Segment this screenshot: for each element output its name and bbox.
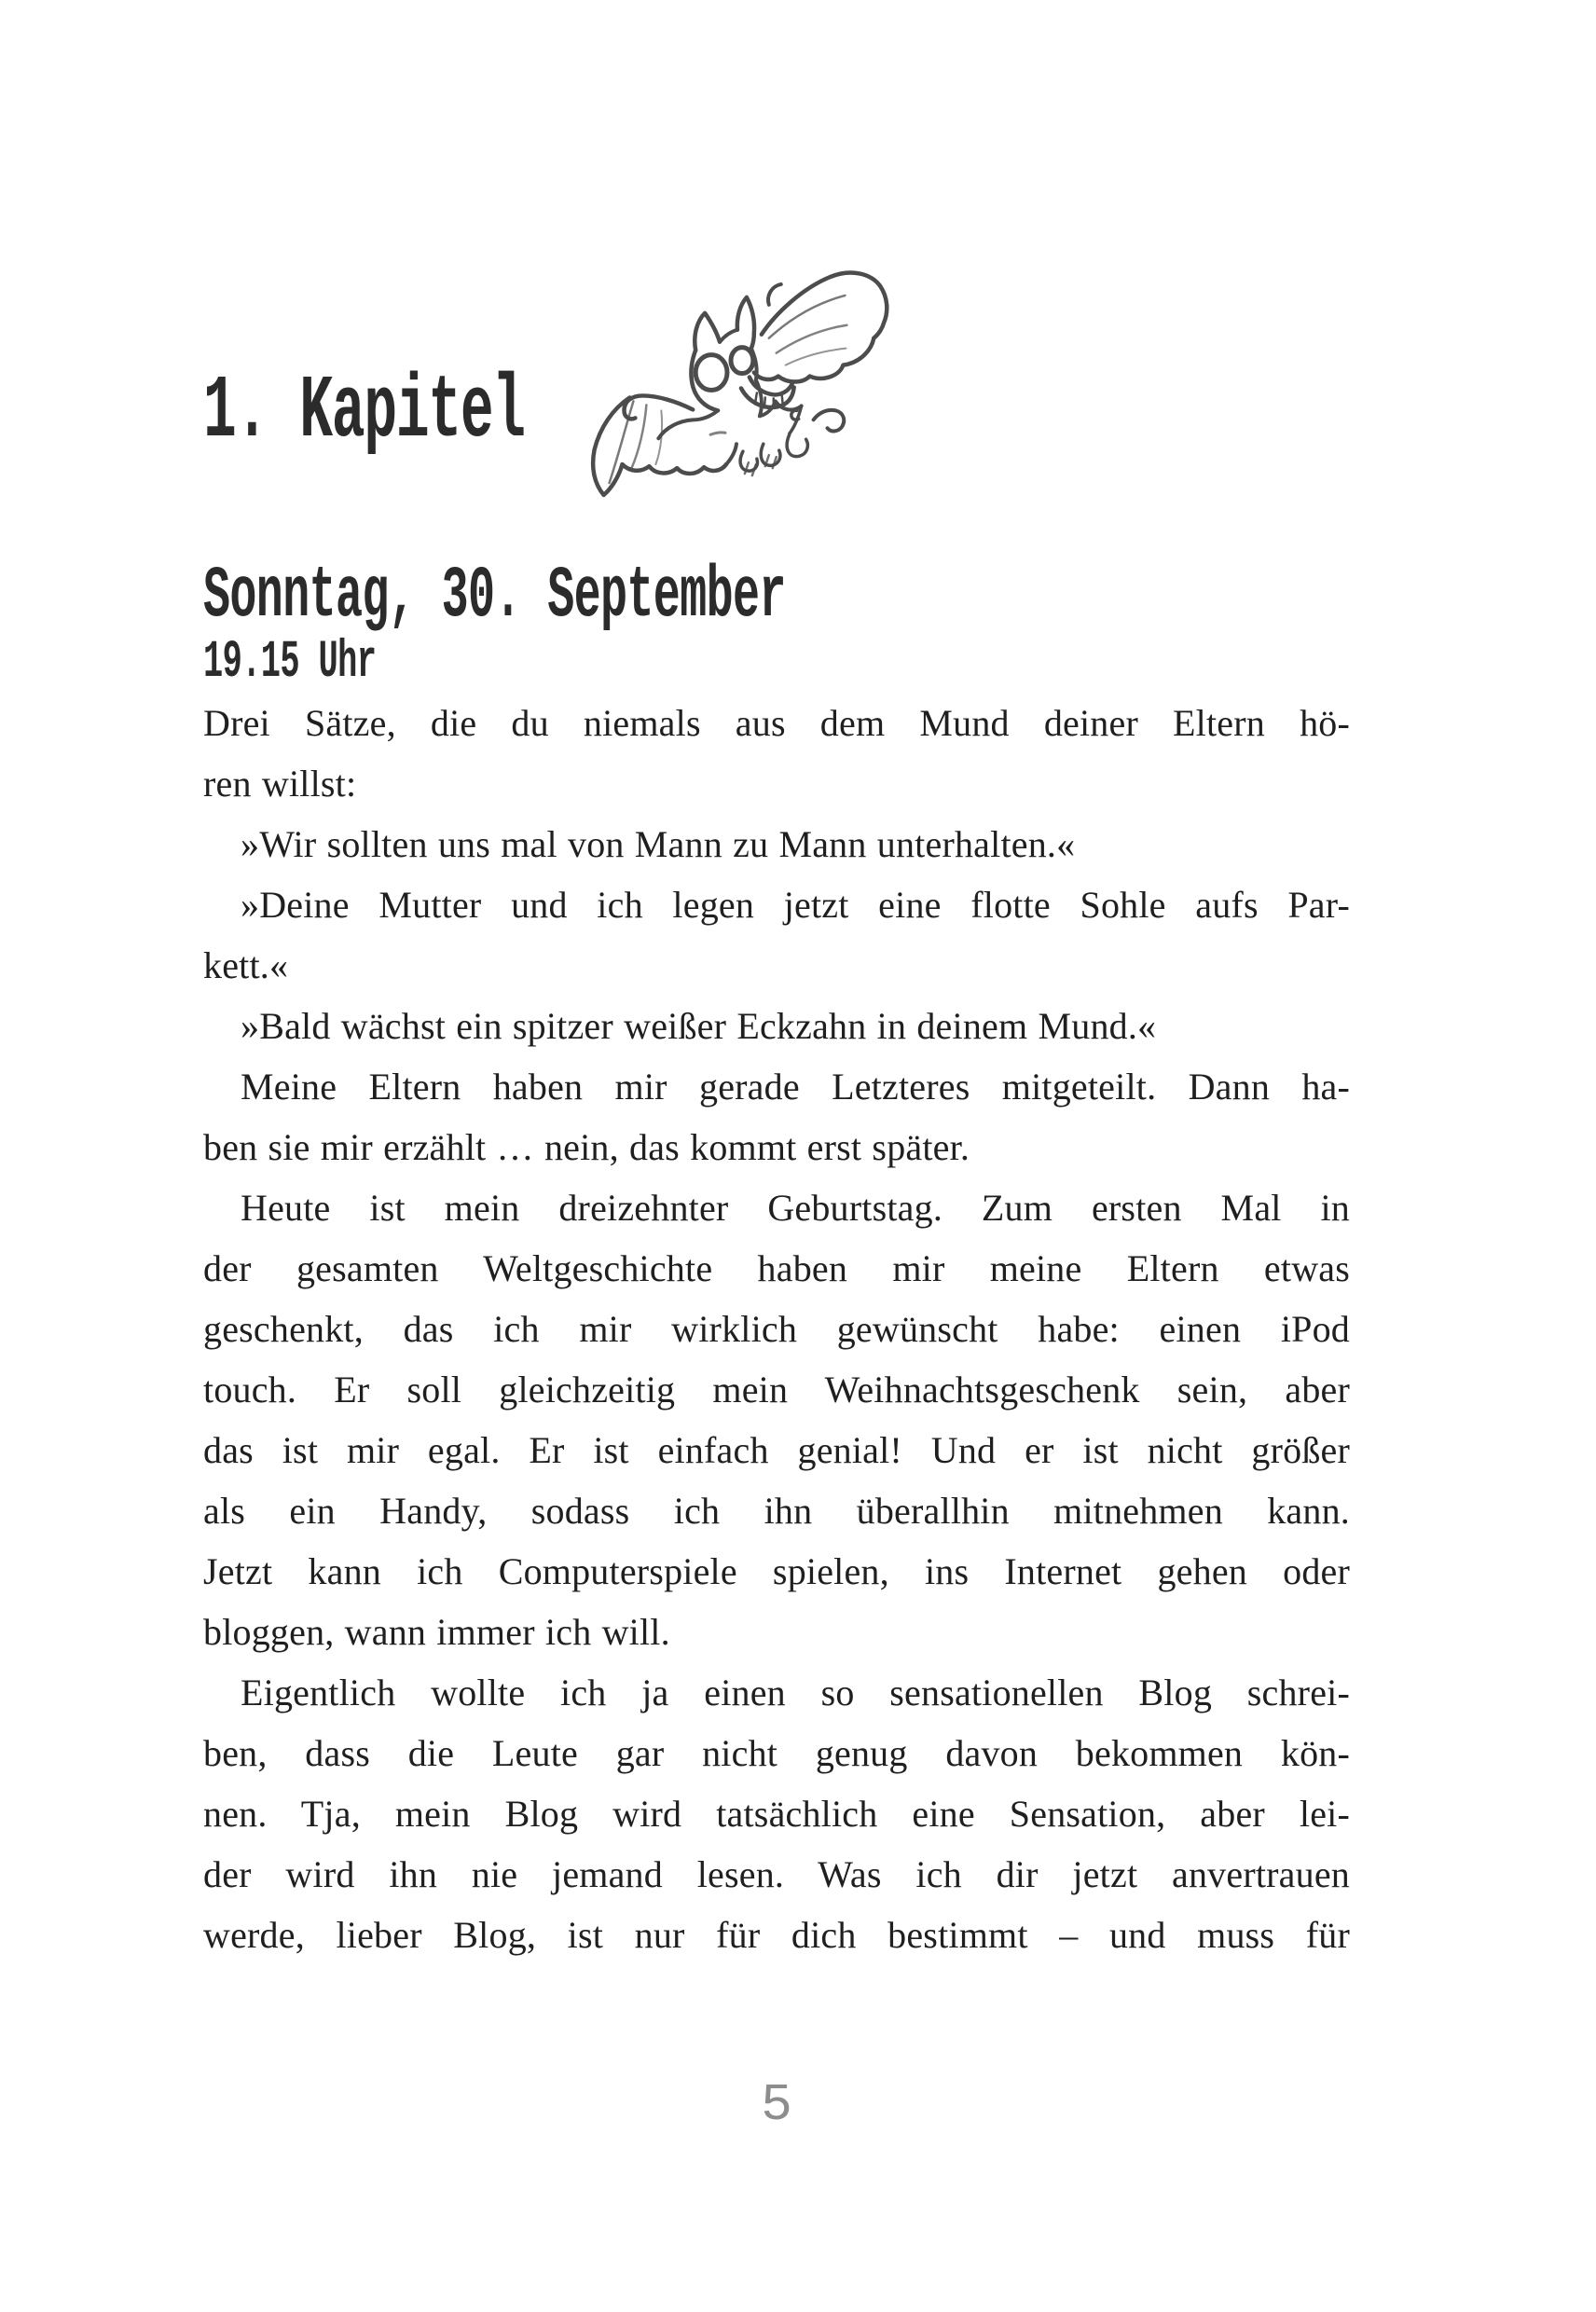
paragraph bbox=[203, 996, 1350, 1056]
text-line: touch. Er soll gleichzeitig mein Weihnachtsgeschenk sein, aber bbox=[203, 1369, 1350, 1411]
text-line: ren willst: bbox=[203, 763, 357, 805]
text-line: bloggen, wann immer ich will. bbox=[203, 1611, 670, 1653]
text-line: der wird ihn nie jemand lesen. Was ich dir jetzt anvertrauen bbox=[203, 1853, 1350, 1895]
text-line: ben, dass die Leute gar nicht genug davon bekommen kön- bbox=[203, 1732, 1350, 1774]
page-number: 5 bbox=[761, 2075, 792, 2135]
text-line: Jetzt kann ich Computerspiele spielen, ins Internet gehen oder bbox=[203, 1550, 1350, 1592]
text-line: Eigentlich wollte ich ja einen so sensationellen Blog schrei- bbox=[241, 1672, 1350, 1713]
bat-sketch-illustration bbox=[520, 227, 938, 541]
text-line: »Wir sollten uns mal von Mann zu Mann unterhalten.« bbox=[241, 823, 1076, 865]
paragraph bbox=[203, 693, 1350, 814]
text-line: geschenkt, das ich mir wirklich gewünscht habe: einen iPod bbox=[203, 1308, 1350, 1350]
text-line: nen. Tja, mein Blog wird tatsächlich eine Sensation, aber lei- bbox=[203, 1793, 1350, 1835]
date-heading: Sonntag, 30. September bbox=[203, 556, 786, 638]
body-text bbox=[203, 693, 1350, 1965]
text-line: Heute ist mein dreizehnter Geburtstag. Zum ersten Mal in bbox=[241, 1187, 1350, 1229]
paragraph bbox=[203, 1177, 1350, 1662]
chapter-title: 1. Kapitel bbox=[203, 361, 525, 462]
text-line: Drei Sätze, die du niemals aus dem Mund deiner Eltern hö- bbox=[203, 702, 1350, 744]
paragraph bbox=[203, 1662, 1350, 1965]
text-line: »Bald wächst ein spitzer weißer Eckzahn in deinem Mund.« bbox=[241, 1005, 1157, 1047]
text-line: als ein Handy, sodass ich ihn überallhin mitnehmen kann. bbox=[203, 1490, 1350, 1532]
text-line: werde, lieber Blog, ist nur für dich bestimmt – und muss für bbox=[203, 1914, 1350, 1956]
text-line: der gesamten Weltgeschichte haben mir meine Eltern etwas bbox=[203, 1247, 1350, 1289]
paragraph bbox=[203, 1056, 1350, 1177]
text-line: das ist mir egal. Er ist einfach genial! Und er ist nicht größer bbox=[203, 1429, 1350, 1471]
text-line: ben sie mir erzählt … nein, das kommt erst später. bbox=[203, 1126, 970, 1168]
paragraph bbox=[203, 814, 1350, 874]
text-line: Meine Eltern haben mir gerade Letzteres mitgeteilt. Dann ha- bbox=[241, 1066, 1350, 1108]
text-line: kett.« bbox=[203, 944, 289, 986]
paragraph bbox=[203, 874, 1350, 996]
time-heading: 19.15 Uhr bbox=[203, 633, 377, 693]
text-line: »Deine Mutter und ich legen jetzt eine flotte Sohle aufs Par- bbox=[241, 884, 1350, 926]
